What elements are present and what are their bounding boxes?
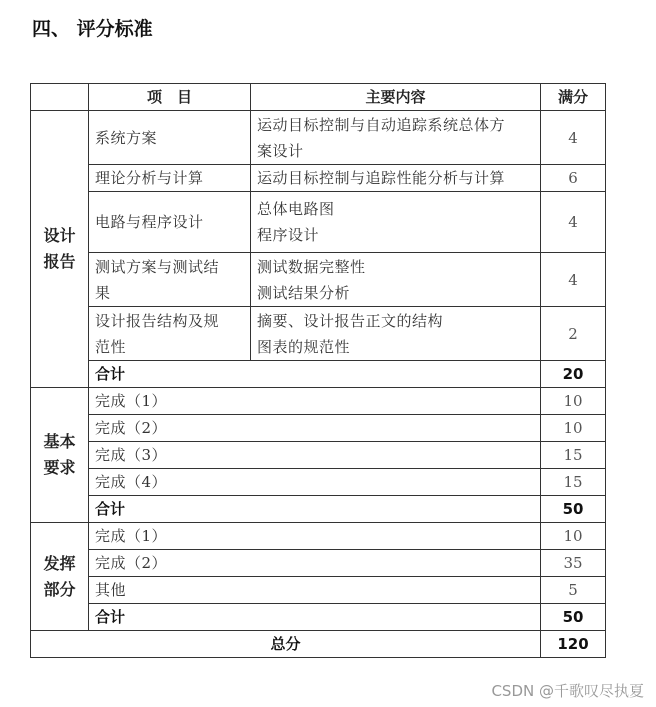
content-cell [251,111,541,165]
item-cell [89,192,251,253]
item-cell [89,253,251,307]
content-text: 图表的规范性 [257,337,351,356]
content-cell [251,192,541,253]
section-heading: 四、 评分标准 [32,18,153,40]
item-text: 范性 [95,337,127,356]
score-cell: 35 [541,550,606,577]
item-text: 系统方案 [95,128,158,147]
score-cell: 15 [541,469,606,496]
section-basic [31,388,89,523]
score-cell: 4 [541,111,606,165]
table-row [31,388,606,415]
item-cell: 其他 [89,577,541,604]
item-text: 设计报告结构及规 [95,311,220,330]
header-item: 项 目 [89,84,251,111]
header-row [31,84,606,111]
content-text: 总体电路图 [257,200,335,218]
content-cell [251,307,541,361]
item-cell: 完成（1） [89,388,541,415]
table-row [31,253,606,307]
item-cell: 完成（2） [89,415,541,442]
section-label-line: 报告 [43,252,76,271]
content-text: 运动目标控制与自动追踪系统总体方 [257,115,506,134]
content-text: 测试数据完整性 [257,257,366,276]
content-text: 运动目标控制与追踪性能分析与计算 [257,169,506,187]
subtotal-row [31,496,606,523]
item-text: 测试方案与测试结 [95,257,220,276]
total-score: 120 [541,631,606,658]
header-score: 满分 [541,84,606,111]
item-cell: 完成（1） [89,523,541,550]
subtotal-label: 合计 [89,361,541,388]
item-text: 理论分析与计算 [95,169,204,187]
table-row [31,307,606,361]
total-row [31,631,606,658]
item-cell [89,165,251,192]
item-text: 电路与程序设计 [95,213,204,231]
content-cell [251,253,541,307]
section-extension [31,523,89,631]
table-row [31,577,606,604]
table-row [31,442,606,469]
content-text: 测试结果分析 [257,283,351,302]
item-text: 果 [95,283,111,302]
content-text: 摘要、设计报告正文的结构 [257,311,444,330]
scoring-table [30,83,606,658]
content-cell [251,165,541,192]
subtotal-row [31,361,606,388]
section-design-report [31,111,89,388]
score-cell: 4 [541,192,606,253]
header-corner [31,84,89,111]
table-row [31,165,606,192]
section-label-line: 部分 [43,579,76,599]
score-cell: 10 [541,388,606,415]
item-cell [89,111,251,165]
total-label: 总分 [31,631,541,658]
score-cell: 4 [541,253,606,307]
content-text: 程序设计 [257,226,320,244]
subtotal-score: 50 [541,604,606,631]
subtotal-row [31,604,606,631]
subtotal-score: 50 [541,496,606,523]
section-label-line: 基本 [43,432,76,451]
content-text: 案设计 [257,141,304,160]
subtotal-label: 合计 [89,496,541,523]
score-cell: 6 [541,165,606,192]
section-label-line: 发挥 [43,553,76,573]
score-cell: 2 [541,307,606,361]
section-label-line: 设计 [43,226,76,245]
item-cell [89,307,251,361]
section-label-line: 要求 [43,458,76,477]
subtotal-score: 20 [541,361,606,388]
item-cell: 完成（4） [89,469,541,496]
table-row [31,550,606,577]
table-row [31,192,606,253]
table-row [31,469,606,496]
item-cell: 完成（3） [89,442,541,469]
score-cell: 5 [541,577,606,604]
table-row [31,111,606,165]
item-cell: 完成（2） [89,550,541,577]
table-row [31,415,606,442]
table-row [31,523,606,550]
watermark: CSDN @千歌叹尽执夏 [491,682,644,700]
score-cell: 10 [541,415,606,442]
header-content: 主要内容 [251,84,541,111]
score-cell: 15 [541,442,606,469]
score-cell: 10 [541,523,606,550]
subtotal-label: 合计 [89,604,541,631]
